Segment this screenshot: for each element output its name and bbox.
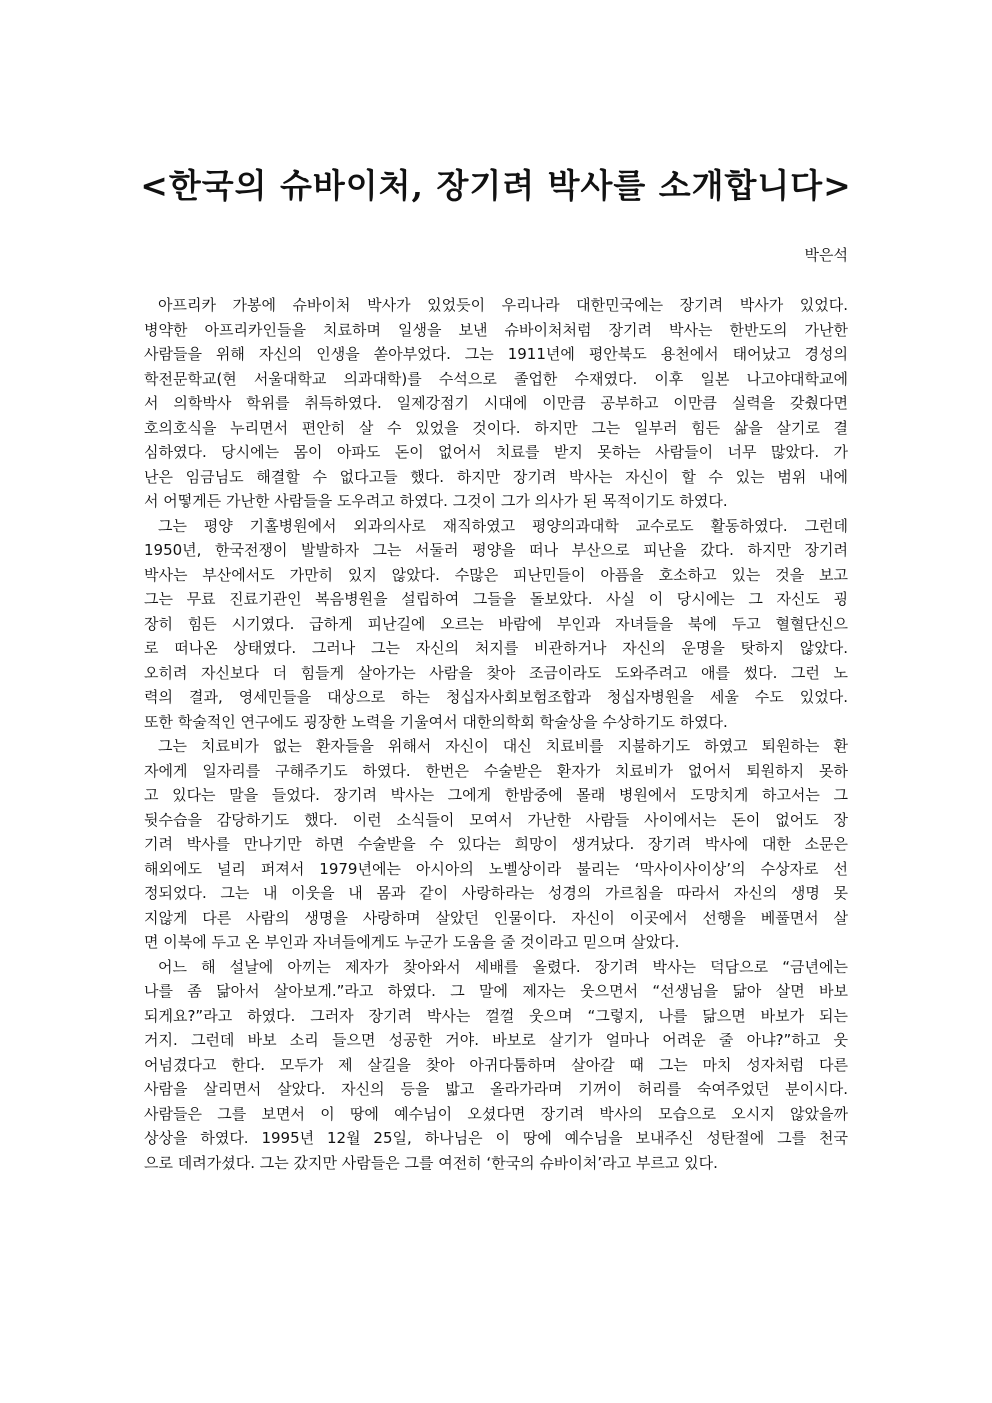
paragraph-line: 정되었다. 그는 내 이웃을 내 몸과 같이 사랑하라는 성경의 가르침을 따라서 자신의 생명 못	[144, 884, 848, 902]
paragraph-line: 병약한 아프리카인들을 치료하며 일생을 보낸 슈바이처처럼 장기려 박사는 한반도의 가난한	[144, 320, 848, 339]
paragraph-line: 오히려 자신보다 더 힘들게 살아가는 사람을 찾아 조금이라도 도와주려고 애를 썼다. 그런 노	[144, 663, 848, 682]
paragraph-line: 박사는 부산에서도 가만히 있지 않았다. 수많은 피난민들이 아픔을 호소하고 있는 것을 보고	[144, 565, 848, 584]
document-body	[144, 293, 848, 1175]
paragraph-line: 어느 해 설날에 아끼는 제자가 찾아와서 세배를 올렸다. 장기려 박사는 덕담으로 “금년에는	[158, 957, 848, 976]
paragraph-line: 서 의학박사 학위를 취득하였다. 일제강점기 시대에 이만큼 공부하고 이만큼 실력을 갖췄다면	[144, 394, 848, 412]
paragraph-line: 고 있다는 말을 들었다. 장기려 박사는 그에게 한밤중에 몰래 병원에서 도망치게 하고서는 그	[144, 786, 848, 804]
paragraph-line: 심하였다. 당시에는 몸이 아파도 돈이 없어서 치료를 받지 못하는 사람들이 너무 많았다. 가	[144, 443, 848, 461]
paragraph-line: 으로 데려가셨다. 그는 갔지만 사람들은 그를 여전히 ‘한국의 슈바이처’라고 부르고 있다.	[144, 1153, 718, 1172]
paragraph-line: 사람들을 위해 자신의 인생을 쏟아부었다. 그는 1911년에 평안북도 용천에서 태어났고 경성의	[144, 345, 848, 363]
paragraph-line: 나를 좀 닮아서 살아보게.”라고 하였다. 그 말에 제자는 웃으면서 “선생님을 닮아 살면 바보	[144, 982, 848, 1000]
paragraph-line: 되게요?”라고 하였다. 그러자 장기려 박사는 껄껄 웃으며 “그렇지, 나를 닮으면 바보가 되는	[144, 1006, 848, 1025]
paragraph-line: 상상을 하였다. 1995년 12월 25일, 하나님은 이 땅에 예수님을 보내주신 성탄절에 그를 천국	[144, 1129, 848, 1147]
paragraph-line: 또한 학술적인 연구에도 굉장한 노력을 기울여서 대한의학회 학술상을 수상하기도 하였다.	[144, 712, 728, 731]
paragraph-line: 그는 치료비가 없는 환자들을 위해서 자신이 대신 치료비를 지불하기도 하였고 퇴원하는 환	[158, 737, 848, 755]
paragraph-line: 사람을 살리면서 살았다. 자신의 등을 밟고 올라가라며 기꺼이 허리를 숙여주었던 분이시다.	[144, 1080, 848, 1098]
paragraph-line: 그는 평양 기홀병원에서 외과의사로 재직하였고 평양의과대학 교수로도 활동하였다. 그런데	[158, 516, 848, 535]
paragraph-line: 그는 무료 진료기관인 복음병원을 설립하여 그들을 돌보았다. 사실 이 당시에는 그 자신도 굉	[144, 590, 848, 608]
paragraph-line: 어넘겼다고 한다. 모두가 제 살길을 찾아 아귀다툼하며 살아갈 때 그는 마치 성자처럼 다른	[144, 1055, 848, 1074]
paragraph-line: 거지. 그런데 바보 소리 들으면 성공한 거야. 바보로 살기가 얼마나 어려운 줄 아냐?”하고 웃	[144, 1031, 848, 1049]
paragraph-line: 면 이북에 두고 온 부인과 자녀들에게도 누군가 도움을 줄 것이라고 믿으며 살았다.	[144, 933, 680, 951]
paragraph-line: 호의호식을 누리면서 편안히 살 수 있었을 것이다. 하지만 그는 일부러 힘든 삶을 살기로 결	[144, 418, 848, 437]
paragraph-line: 기려 박사를 만나기만 하면 수술받을 수 있다는 희망이 생겨났다. 장기려 박사에 대한 소문은	[144, 835, 848, 853]
paragraph-line: 력의 결과, 영세민들을 대상으로 하는 청십자사회보험조합과 청십자병원을 세울 수도 있었다.	[144, 688, 848, 706]
paragraph-line: 서 어떻게든 가난한 사람들을 도우려고 하였다. 그것이 그가 의사가 된 목적이기도 하였다.	[144, 492, 728, 510]
author-name: 박은석	[804, 246, 848, 264]
paragraph-line: 로 떠나온 상태였다. 그러나 그는 자신의 처지를 비관하거나 자신의 운명을 탓하지 않았다.	[144, 639, 848, 657]
paragraph-line: 1950년, 한국전쟁이 발발하자 그는 서둘러 평양을 떠나 부산으로 피난을 갔다. 하지만 장기려	[144, 541, 848, 559]
page-title: <한국의 슈바이처, 장기려 박사를 소개합니다>	[140, 166, 852, 205]
paragraph-line: 지않게 다른 사람의 생명을 사랑하며 살았던 인물이다. 자신이 이곳에서 선행을 베풀면서 살	[144, 908, 848, 927]
paragraph-line: 뒷수습을 감당하기도 했다. 이런 소식들이 모여서 가난한 사람들 사이에서는 돈이 없어도 장	[144, 810, 848, 829]
paragraph-line: 난은 임금님도 해결할 수 없다고들 했다. 하지만 장기려 박사는 자신이 할 수 있는 범위 내에	[144, 467, 848, 486]
paragraph-line: 아프리카 가봉에 슈바이처 박사가 있었듯이 우리나라 대한민국에는 장기려 박사가 있었다.	[158, 296, 848, 314]
paragraph-line: 해외에도 널리 퍼져서 1979년에는 아시아의 노벨상이라 불리는 ‘막사이사이상’의 수상자로 선	[144, 859, 848, 878]
paragraph-line: 학전문학교(현 서울대학교 의과대학)를 수석으로 졸업한 수재였다. 이후 일본 나고야대학교에	[144, 369, 848, 388]
paragraph-line: 사람들은 그를 보면서 이 땅에 예수님이 오셨다면 장기려 박사의 모습으로 오시지 않았을까	[144, 1104, 848, 1123]
paragraph-line: 자에게 일자리를 구해주기도 하였다. 한번은 수술받은 환자가 치료비가 없어서 퇴원하지 못하	[144, 761, 848, 780]
paragraph-line: 장히 힘든 시기였다. 급하게 피난길에 오르는 바람에 부인과 자녀들을 북에 두고 혈혈단신으	[144, 614, 848, 633]
